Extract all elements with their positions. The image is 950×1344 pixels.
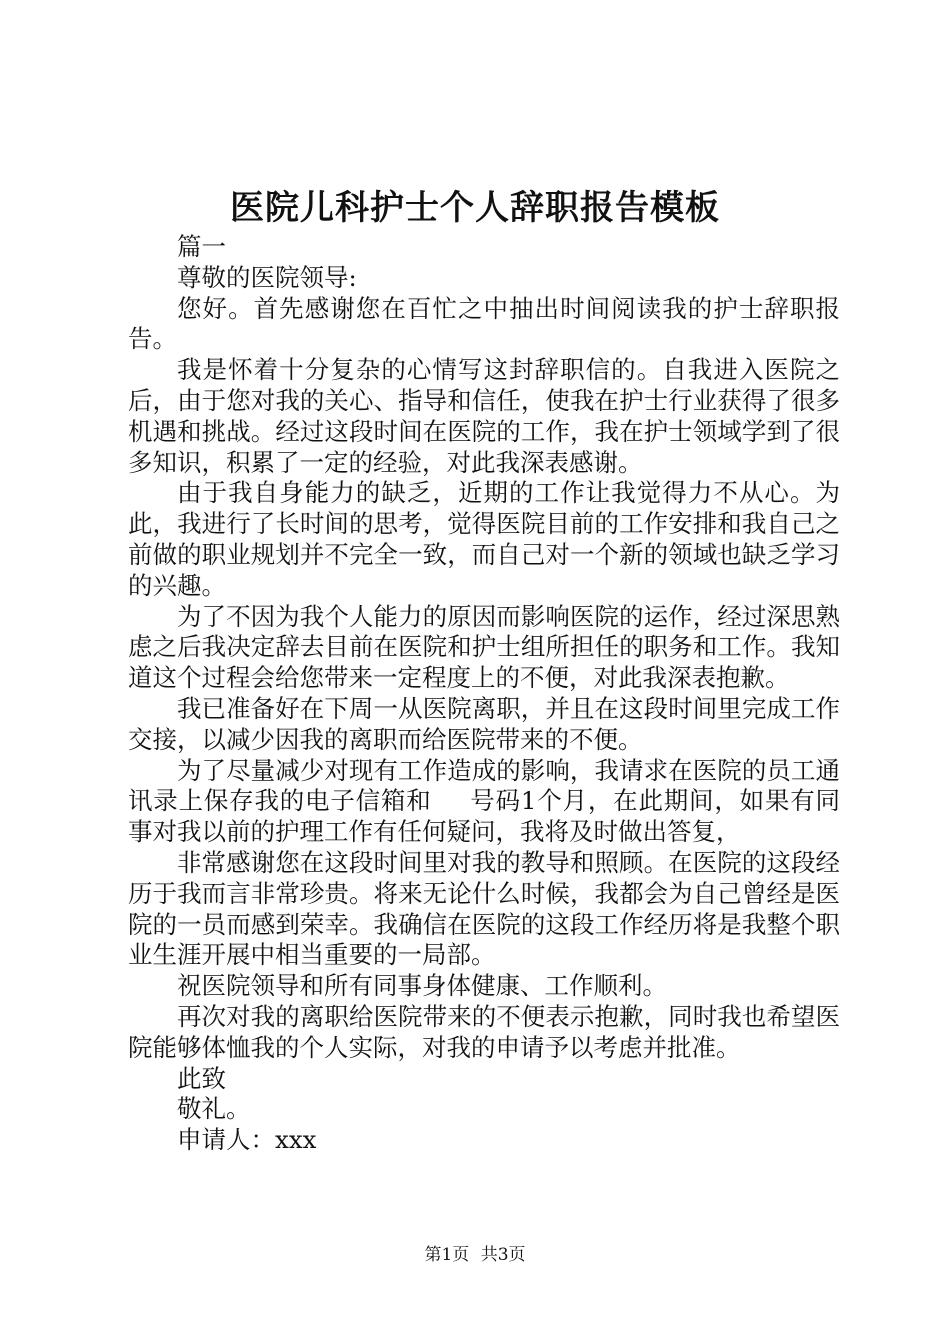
closing-line-1: 此致 [177, 1063, 226, 1093]
paragraph-thanks: 非常感谢您在这段时间里对我的教导和照顾。在医院的这段经历于我而言非常珍贵。将来无论什么时候，我都会为自己曾经是医院的一员而感到荣幸。我确信在医院的这段工作经历将是我整个职业生涯开展中相当重要的一局部。 [128, 847, 840, 970]
document-title: 医院儿科护士个人辞职报告模板 [230, 188, 720, 228]
paragraph-contact [128, 756, 840, 848]
paragraph-decision: 为了不因为我个人能力的原因而影响医院的运作，经过深思熟虑之后我决定辞去目前在医院和护士组所担任的职务和工作。我知道这个过程会给您带来一定程度上的不便，对此我深表抱歉。 [128, 601, 840, 693]
paragraph-contact-part1: 为了尽量减少对现有工作造成的影响，我请求在医院的员工通讯录上保存我的电子信箱和 [128, 755, 840, 816]
page-number-current: 第1页 [424, 1245, 470, 1265]
page-number-total: 共3页 [480, 1245, 526, 1265]
section-label: 篇一 [177, 232, 226, 261]
paragraph-contact-part2: 号码1个月，在此期间，如果有同事对我以前的护理工作有任何疑问，我将及时做出答复， [128, 786, 840, 847]
page-footer [0, 1243, 950, 1267]
closing-line-2: 敬礼。 [177, 1094, 251, 1124]
paragraph-reasons: 由于我自身能力的缺乏，近期的工作让我觉得力不从心。为此，我进行了长时间的思考，觉得医院目前的工作安排和我自己之前做的职业规划并不完全一致，而自己对一个新的领域也缺乏学习的兴趣。 [128, 478, 840, 600]
paragraph-handover: 我已准备好在下周一从医院离职，并且在这段时间里完成工作交接，以减少因我的离职而给医院带来的不便。 [128, 693, 840, 754]
paragraph-greeting: 您好。首先感谢您在百忙之中抽出时间阅读我的护士辞职报告。 [128, 293, 840, 354]
paragraph-wishes: 祝医院领导和所有同事身体健康、工作顺利。 [177, 971, 667, 1001]
paragraph-apology: 再次对我的离职给医院带来的不便表示抱歉，同时我也希望医院能够体恤我的个人实际，对我的申请予以考虑并批准。 [128, 1001, 840, 1062]
document-body [128, 232, 840, 1156]
signature: 申请人：xxx [177, 1125, 317, 1155]
salutation: 尊敬的医院领导: [177, 262, 357, 292]
paragraph-feelings: 我是怀着十分复杂的心情写这封辞职信的。自我进入医院之后，由于您对我的关心、指导和信任，使我在护士行业获得了很多机遇和挑战。经过这段时间在医院的工作，我在护士领域学到了很多知识，积累了一定的经验，对此我深表感谢。 [128, 355, 840, 477]
